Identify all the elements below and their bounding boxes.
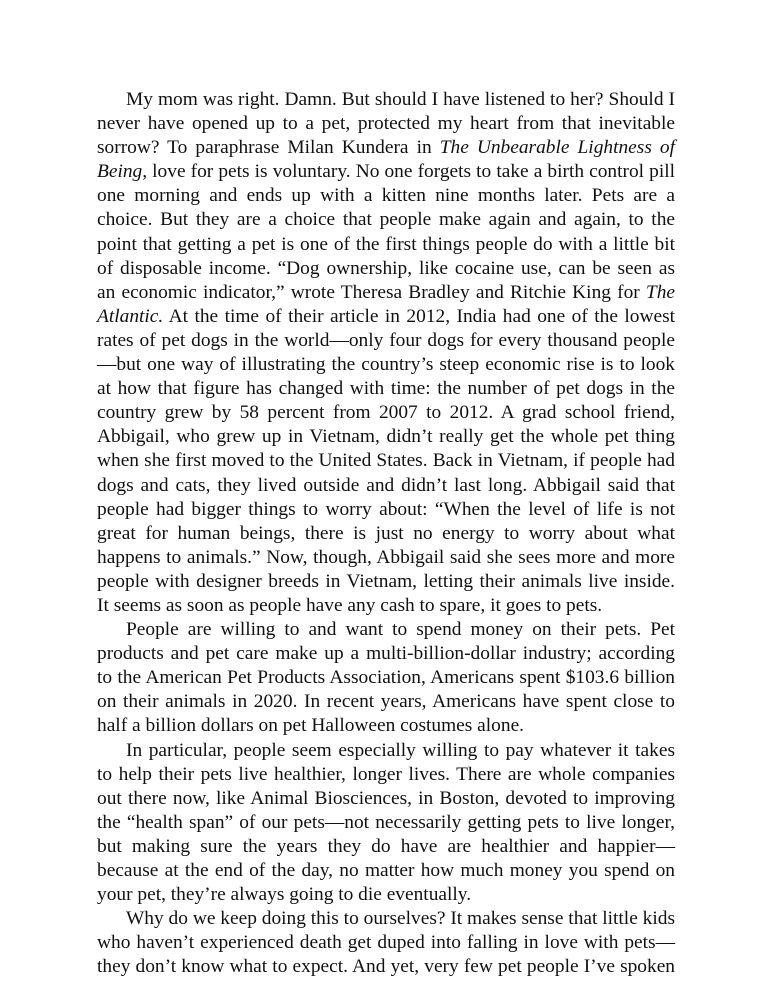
paragraph-1 bbox=[97, 88, 675, 618]
book-title-unbearable-lightness: The Unbearable Lightness of Being, bbox=[97, 137, 675, 183]
page-body bbox=[97, 88, 675, 979]
paragraph-1-text-2: love for pets is voluntary. No one forgets to take a birth control pill one morning and ends up with a kitten nine months later. Pets are a choice. But they are a choice that people make again and again, to the point that getting a pet is one of the first things people do with a little bit of disposable income. “Dog ownership, like cocaine use, can be seen as an economic indicator,” wrote Theresa Bradley and Ritchie King for bbox=[97, 161, 675, 303]
paragraph-3-text: In particular, people seem especially willing to pay whatever it takes to help their pets live healthier, longer lives. There are whole companies out there now, like Animal Biosciences, in Boston, devoted to improving the “health span” of our pets—not necessarily getting pets to live longer, but making sure the years they do have are healthier and happier—because at the end of the day, no matter how much money you spend on your pet, they’re always going to die eventually. bbox=[97, 739, 675, 906]
paragraph-1-text-3: At the time of their article in 2012, India had one of the lowest rates of pet dogs in the world—only four dogs for every thousand people—but one way of illustrating the country’s steep economic rise is to look at how that figure has changed with time: the number of pet dogs in the country grew by 58 percent from 2007 to 2012. A grad school friend, Abbigail, who grew up in Vietnam, didn’t really get the whole pet thing when she first moved to the United States. Back in Vietnam, if people had dogs and cats, they lived outside and didn’t last long. Abbigail said that people had bigger things to worry about: “When the level of life is not great for human beings, there is just no energy to worry about what happens to animals.” Now, though, Abbigail said she sees more and more people with designer breeds in Vietnam, letting their animals live inside. It seems as soon as people have any cash to spare, it goes to pets. bbox=[97, 305, 675, 616]
paragraph-2 bbox=[97, 618, 675, 738]
publication-title-atlantic: The Atlantic. bbox=[97, 281, 675, 327]
paragraph-4 bbox=[97, 907, 675, 979]
paragraph-4-text: Why do we keep doing this to ourselves? It makes sense that little kids who haven’t experienced death get duped into falling in love with pets—they don’t know what to expect. And yet, very few pet people I’ve spoken bbox=[97, 908, 675, 978]
paragraph-1-text-1: My mom was right. Damn. But should I have listened to her? Should I never have opened up to a pet, protected my heart from that inevitable sorrow? To paraphrase Milan Kundera in bbox=[97, 89, 675, 159]
paragraph-3 bbox=[97, 739, 675, 908]
paragraph-2-text: People are willing to and want to spend money on their pets. Pet products and pet care make up a multi-billion-dollar industry; according to the American Pet Products Association, Americans spent $103.6 billion on their animals in 2020. In recent years, Americans have spent close to half a billion dollars on pet Halloween costumes alone. bbox=[97, 619, 675, 737]
